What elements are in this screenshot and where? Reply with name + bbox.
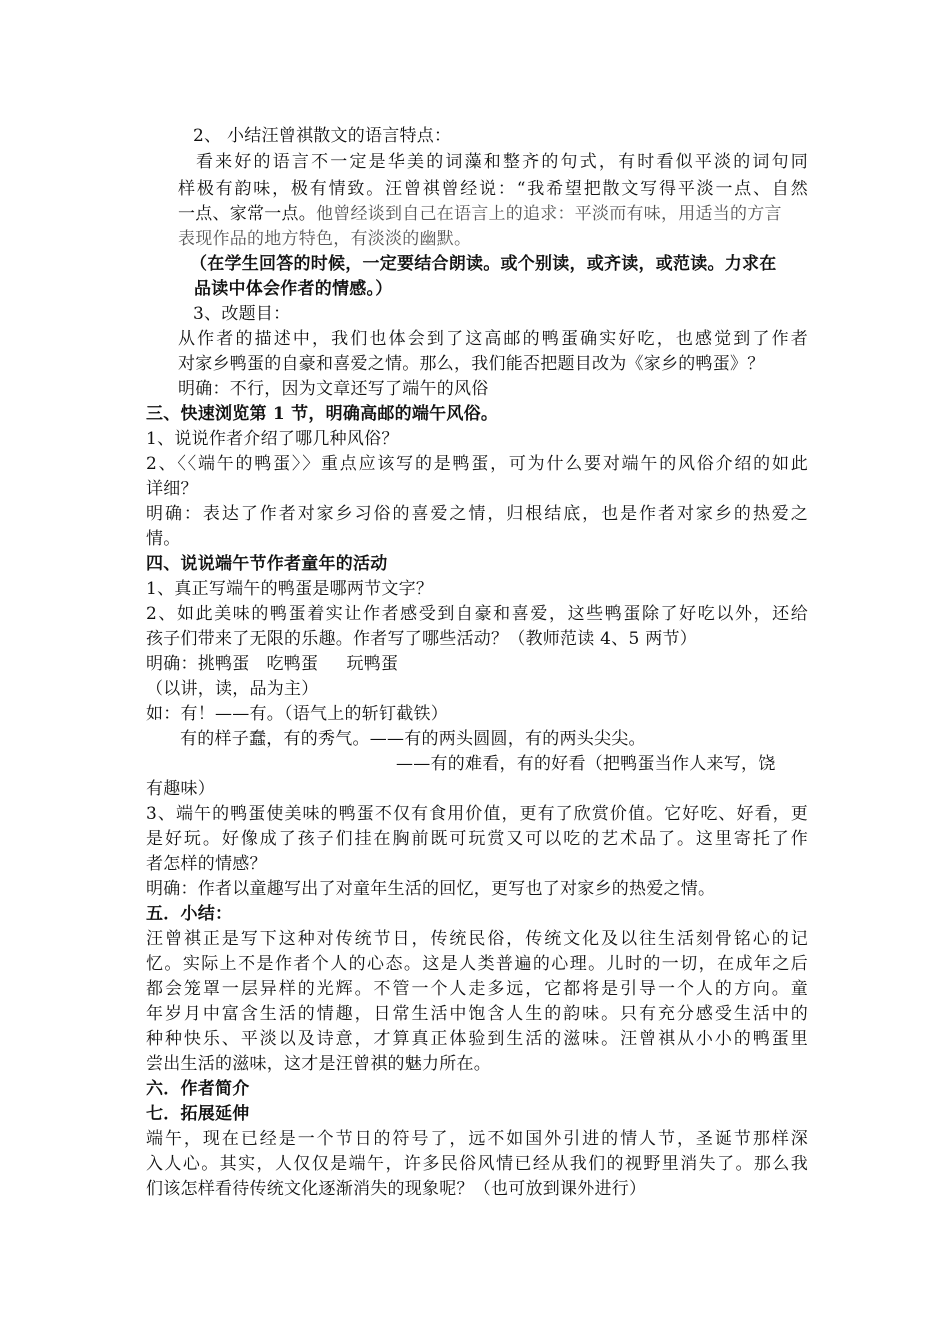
summary-line: 都会笼罩一层异样的光辉。不管一个人走多远，它都将是引导一个人的方向。童: [146, 979, 808, 999]
heading-four: 四、说说端午节作者童年的活动: [146, 554, 388, 574]
section-2-paragraph-text: 一点、家常一点。: [178, 204, 316, 224]
example-line: 有趣味）: [146, 779, 215, 799]
method-note: （以讲，读，品为主）: [146, 679, 319, 699]
extension-line: 们该怎样看待传统文化逐渐消失的现象呢？（也可放到课外进行）: [146, 1179, 647, 1199]
section-2-paragraph-line: 样极有韵味，极有情致。汪曾祺曾经说：“我希望把散文写得平淡一点、自然: [178, 179, 808, 199]
answer-line: 明确：表达了作者对家乡习俗的喜爱之情，归根结底，也是作者对家乡的热爱之: [146, 504, 808, 524]
question-line: 是好玩。好像成了孩子们挂在胸前既可玩赏又可以吃的艺术品了。这里寄托了作: [146, 829, 808, 849]
section-2-paragraph-line: 表现作品的地方特色，有淡淡的幽默。: [178, 229, 472, 249]
question-line: 3、端午的鸭蛋使美味的鸭蛋不仅有食用价值，更有了欣赏价值。它好吃、好看，更: [146, 804, 808, 824]
extension-line: 端午，现在已经是一个节日的符号了，远不如国外引进的情人节，圣诞节那样深: [146, 1129, 808, 1149]
extension-line: 入人心。其实，人仅仅是端午，许多民俗风情已经从我们的视野里消失了。那么我: [146, 1154, 808, 1174]
question-line: 孩子们带来了无限的乐趣。作者写了哪些活动？（教师范读 4、5 两节）: [146, 629, 697, 649]
question-line: 1、说说作者介绍了哪几种风俗？: [146, 429, 399, 449]
section-3-paragraph-line: 对家乡鸭蛋的自豪和喜爱之情。那么，我们能否把题目改为《家乡的鸭蛋》？: [178, 354, 765, 374]
question-line: 1、真正写端午的鸭蛋是哪两节文字？: [146, 579, 434, 599]
heading-six: 六．作者简介: [146, 1079, 250, 1099]
heading-seven: 七．拓展延伸: [146, 1104, 250, 1124]
question-line: 2、〈〈端午的鸭蛋〉〉重点应该写的是鸭蛋，可为什么要对端午的风俗介绍的如此: [146, 454, 808, 474]
section-3-paragraph-line: 从作者的描述中，我们也体会到了这高邮的鸭蛋确实好吃，也感觉到了作者: [178, 329, 808, 349]
section-2-heading: 2、 小结汪曾祺散文的语言特点：: [193, 126, 452, 146]
section-2-paragraph-line: [178, 202, 782, 226]
summary-line: 忆。实际上不是作者个人的心态。这是人类普遍的心理。儿时的一切，在成年之后: [146, 954, 808, 974]
answer-line: 情。: [146, 529, 181, 549]
example-line: 有的样子蠢，有的秀气。——有的两头圆圆，有的两头尖尖。: [180, 729, 646, 749]
question-line: 者怎样的情感？: [146, 854, 267, 874]
example-line: ——有的难看，有的好看（把鸭蛋当作人来写，饶: [396, 754, 776, 774]
section-3-answer: 明确：不行，因为文章还写了端午的风俗: [178, 379, 489, 399]
heading-three: 三、快速浏览第 1 节，明确高邮的端午风俗。: [146, 404, 499, 424]
summary-line: 年岁月中富含生活的情趣，日常生活中饱含人生的韵味。只有充分感受生活中的: [146, 1004, 808, 1024]
answer-line: 明确：作者以童趣写出了对童年生活的回忆，更写也了对家乡的热爱之情。: [146, 879, 716, 899]
summary-line: 汪曾祺正是写下这种对传统节日，传统民俗，传统文化及以往生活刻骨铭心的记: [146, 929, 808, 949]
section-2-paragraph-muted-text: 他曾经谈到自己在语言上的追求：平淡而有味，用适当的方言: [316, 204, 782, 224]
section-2-teaching-note: 品读中体会作者的情感。）: [194, 279, 393, 299]
question-line: 2、如此美味的鸭蛋着实让作者感受到自豪和喜爱，这些鸭蛋除了好吃以外，还给: [146, 604, 808, 624]
example-line: 如：有！——有。（语气上的斩钉截铁）: [146, 704, 448, 724]
section-3-heading: 3、改题目：: [193, 304, 291, 324]
section-2-teaching-note: （在学生回答的时候，一定要结合朗读。或个别读，或齐读，或范读。力求在: [190, 254, 777, 274]
summary-line: 尝出生活的滋味，这才是汪曾祺的魅力所在。: [146, 1054, 491, 1074]
summary-line: 种种快乐、平淡以及诗意，才算真正体验到生活的滋味。汪曾祺从小小的鸭蛋里: [146, 1029, 808, 1049]
question-line: 详细？: [146, 479, 198, 499]
section-2-paragraph-line: 看来好的语言不一定是华美的词藻和整齐的句式，有时看似平淡的词句同: [196, 152, 808, 172]
heading-five: 五．小结：: [146, 904, 233, 924]
answer-line: 明确：挑鸭蛋 吃鸭蛋 玩鸭蛋: [146, 654, 399, 674]
